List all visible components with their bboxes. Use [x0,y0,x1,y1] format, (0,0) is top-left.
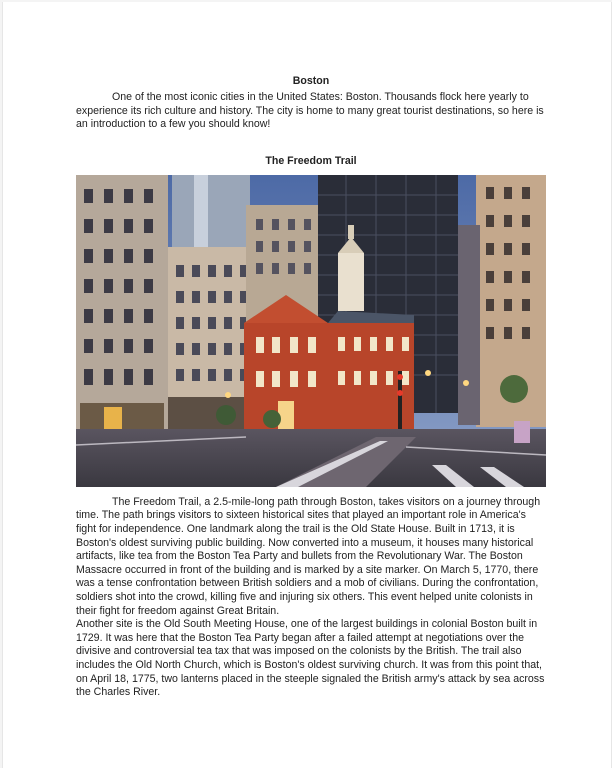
document-content [76,72,546,700]
body-paragraph-2: Another site is the Old South Meeting House, one of the largest buildings in colonial Boston built in 1729. It was here that the Boston Tea Party began after a failed attempt at negotiations over the divisive and controversial tea tax that was imposed on the colonists by the British. The trail also includes the Old North Church, which is Boston's oldest surviving church. It was from this point that, on April 18, 1775, two lanterns placed in the steeple signaled the British army's attack by sea across the Charles River. [76,618,545,699]
document-page [2,2,612,768]
intro-paragraph: One of the most iconic cities in the United States: Boston. Thousands flock here yearly to experience its rich culture and history. The city is home to many great tourist destinations, so here is an introduction to a few you should know! [76,91,544,131]
old-state-house-photo [76,175,546,487]
document-title: Boston [292,75,330,87]
section-heading: The Freedom Trail [265,154,357,167]
body-paragraph-1: The Freedom Trail, a 2.5-mile-long path through Boston, takes visitors on a journey through time. The path brings visitors to sixteen historical sites that played an important role in America's fight for independence. One landmark along the trail is the Old State House. Built in 1713, it is Boston's oldest surviving public building. Now converted into a museum, it houses many historical artifacts, like tea from the Boston Tea Party and bullets from the Revolutionary War. The Boston Massacre occurred in front of the building and is marked by a site marker. On March 5, 1770, there was a tense confrontation between British soldiers and a mob of civilians. During the confrontation, soldiers shot into the crowd, killing five and injuring six others. This event helped unite colonists in their fight for freedom against Great Britain. [76,495,541,617]
